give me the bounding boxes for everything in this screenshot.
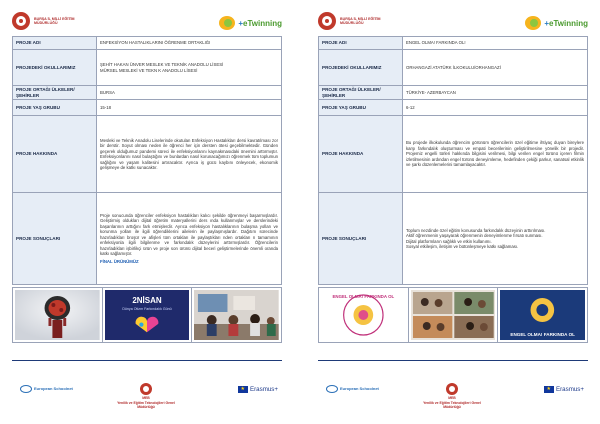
footer-divider — [318, 360, 588, 361]
final-product-link[interactable]: FİNAL ÜRÜNÜMÜZ — [100, 258, 139, 264]
label-ortak-ulkeler: PROJE ORTAĞI ÜLKELER/ŞEHİRLER — [319, 86, 403, 100]
label-proje-adi: PROJE ADI — [319, 37, 403, 50]
org-logo — [318, 12, 396, 30]
poster-caption: ENGEL OLMA! FARKINDA OL — [510, 332, 575, 337]
result-2: Aktif öğrenmenin yaşayarak öğrenmenin deneyimlenme fırsatı sunması. — [406, 233, 543, 238]
european-schoolnet-logo — [326, 385, 379, 393]
photo-1 — [319, 288, 409, 342]
meb-subtitle: Yenilik ve Eğitim Teknolojileri Genel Müdürlüğü — [117, 401, 175, 409]
sonuclari-text: Proje sonucunda öğrenciler enfeksiyon hastalıkları kalıcı şekilde öğrenmeyi başarmışlardır. Geliştirmiş oldukları dijital öğretim materyallerini ders ında kullanmışlar ve derslerindeki başarılarının arttığını fark etmişlerdir. Ayrıca enfeksiyon hastalıklarının bulaşma yolları ve korunma yolları ile ilgili öğrendiklerini ailelerin ile paylaşmışlardır. Dağıtım sürecinde hazırladıkları broşür ve afişleri tüm ortakları ile paylaştıkları nden ortakları n tamamının enfeksiyonla ilgili bilgilenme ve farkındalık düzeylerini arttırmışlardır. Öğrencilerin hazırladıkları işbirlikçi ürün ve proje son ürünü dijital beceri geliştirmelerinde önemli oranda katkı sağlamıştır. — [100, 212, 278, 257]
meb-title: MEB — [448, 396, 456, 400]
photo-3 — [192, 288, 281, 342]
project-info-table — [12, 36, 282, 285]
result-1: Toplum nezdinde özel eğitim konusunda farkındalık düzeyinin arttırılması. — [406, 227, 546, 233]
meb-yegitek-logo — [422, 383, 482, 409]
right-page — [310, 0, 596, 424]
etwinning-text: eTwinning — [243, 18, 282, 28]
value-sonuclari — [97, 193, 282, 285]
puzzle-heart-icon — [133, 316, 161, 336]
label-hakkinda: PROJE HAKKINDA — [13, 116, 97, 193]
org-name: BURSA İL MİLLİ EĞİTİM MÜDÜRLÜĞÜ — [34, 16, 75, 25]
meb-logo-icon — [140, 383, 152, 395]
label-okullar: PROJEDEKİ OKULLARIMIZ — [319, 50, 403, 86]
label-proje-adi: PROJE ADI — [13, 37, 97, 50]
meb-title: MEB — [142, 396, 150, 400]
autism-day-poster — [105, 290, 190, 340]
org-name: BURSA İL MİLLİ EĞİTİM MÜDÜRLÜĞÜ — [340, 16, 381, 25]
etwinning-icon — [219, 16, 235, 30]
left-page — [4, 0, 290, 424]
page-footer — [318, 383, 588, 411]
label-yas-grubu: PROJE YAŞ GRUBU — [319, 100, 403, 116]
project-info-table — [318, 36, 588, 285]
page-footer — [12, 383, 282, 411]
european-schoolnet-text: European Schoolnet — [34, 385, 73, 391]
page-header — [12, 12, 282, 34]
engel-olma-poster — [500, 290, 585, 340]
erasmus-text: Erasmus+ — [555, 386, 584, 393]
label-sonuclari: PROJE SONUÇLARI — [13, 193, 97, 285]
classroom-photo — [194, 290, 279, 340]
european-schoolnet-icon — [326, 385, 338, 393]
label-ortak-ulkeler: PROJE ORTAĞI ÜLKELER/ŞEHİRLER — [13, 86, 97, 100]
meb-seal-icon — [318, 12, 336, 30]
photo-strip — [318, 287, 588, 343]
etwinning-logo — [525, 16, 588, 30]
poster-subtitle: Dünya Otizm Farkındalık Günü — [122, 307, 172, 311]
photo-1 — [13, 288, 103, 342]
value-hakkinda: Mesleki ve Teknik Anadolu Liselerinde okutulan Enfeksiyon Hastalıkları dersi kavratılması zor bir derstir. Soyut olması neden ile öğrenci her için dersten ötesi geçebilmektedir. Günden geçerek olduğumuz pandemi süreci ile enfeksiyonlarını kaynakmasıdaki önemini arttırmıştır. Enfeksiyonlarını nasıl bulaştığını ve bunlardan nasıl korunacağımızı öğrenmek tüm toplumun sağlığını ve yaşam kalitesini artıracaktır. Ayrıca iş gücü kaybını önleyecek, ekonomik gelişmeye de katkı sunacaktır. — [97, 116, 282, 193]
label-hakkinda: PROJE HAKKINDA — [319, 116, 403, 193]
value-proje-adi: ENGEL OLMA! FARKINDA OL! — [403, 37, 588, 50]
etwinning-plus: + — [544, 18, 550, 28]
school-1: ŞEHİT HAKAN ÜNVER MESLEK VE TEKNİK ANADOLU LİSESİ — [100, 62, 224, 67]
school-2: MÜRSEL MESLEKİ VE TEKN K ANADOLU LİSESİ — [100, 67, 198, 73]
photo-3 — [498, 288, 587, 342]
photo-2 — [409, 288, 499, 342]
engel-olma-logo-image — [321, 290, 406, 340]
european-schoolnet-icon — [20, 385, 32, 393]
meb-yegitek-logo — [116, 383, 176, 409]
photo-strip — [12, 287, 282, 343]
result-3: Dijital platformların sağlıklı ve etkin kullanımı. — [406, 238, 492, 244]
footer-divider — [12, 360, 282, 361]
label-sonuclari: PROJE SONUÇLARI — [319, 193, 403, 285]
engel-olma-arc-text: ENGEL OLMA! FARKINDA OL — [332, 294, 395, 299]
photo-2 — [103, 288, 193, 342]
value-proje-adi: ENFEKSİYON HASTALIKLARINI ÖĞRENME ORTAKLIĞI — [97, 37, 282, 50]
european-schoolnet-text: European Schoolnet — [340, 385, 379, 391]
erasmus-logo — [544, 386, 584, 393]
value-sonuclari — [403, 193, 588, 285]
meb-subtitle: Yenilik ve Eğitim Teknolojileri Genel Müdürlüğü — [423, 401, 481, 409]
poster-title: 2NİSAN — [132, 296, 162, 305]
value-okullar — [97, 50, 282, 86]
org-logo — [12, 12, 90, 30]
etwinning-text: eTwinning — [549, 18, 588, 28]
erasmus-text: Erasmus+ — [249, 386, 278, 393]
etwinning-logo — [219, 16, 282, 30]
value-yas-grubu: 15-18 — [97, 100, 282, 116]
value-ortak-ulkeler: TÜRKİYE- AZERBAYCAN — [403, 86, 588, 100]
label-okullar: PROJEDEKİ OKULLARIMIZ — [13, 50, 97, 86]
eu-flag-icon — [238, 386, 248, 393]
value-okullar: ORHANGAZİ ATATÜRK İLKOKULU/ORHANGAZİ — [403, 50, 588, 86]
page-header — [318, 12, 588, 34]
value-ortak-ulkeler: BURSA — [97, 86, 282, 100]
eu-flag-icon — [544, 386, 554, 393]
meb-seal-icon — [12, 12, 30, 30]
european-schoolnet-logo — [20, 385, 73, 393]
students-collage — [411, 290, 496, 340]
value-hakkinda: Bu projede ilkokulunda öğrencim görünüm öğrencilerin özel eğitime ihtiyaç duyan bireylere karşı farkındalık oluşturması ve empati becerilerinin geliştirilmesine yönelik bir projedir. Projemiz engelli türleri hakkında bilgisini verilmesi, bilgi verilen engel türünü içeren filmin izletilmesinin ardından engel türünü deneyimleme, hedefinden çekiği parkur, sanatsal etkinlik ve şarkı düzenlemelerini tamamlayacaktır. — [403, 116, 588, 193]
meb-logo-icon — [446, 383, 458, 395]
virus-hand-image — [15, 290, 100, 340]
etwinning-plus: + — [238, 18, 244, 28]
value-yas-grubu: 6-12 — [403, 100, 588, 116]
erasmus-logo — [238, 386, 278, 393]
result-4: Sosyal etkileşim, iletişim ve bütünleşmeye katkı sağlaması. — [406, 244, 519, 249]
label-yas-grubu: PROJE YAŞ GRUBU — [13, 100, 97, 116]
etwinning-icon — [525, 16, 541, 30]
